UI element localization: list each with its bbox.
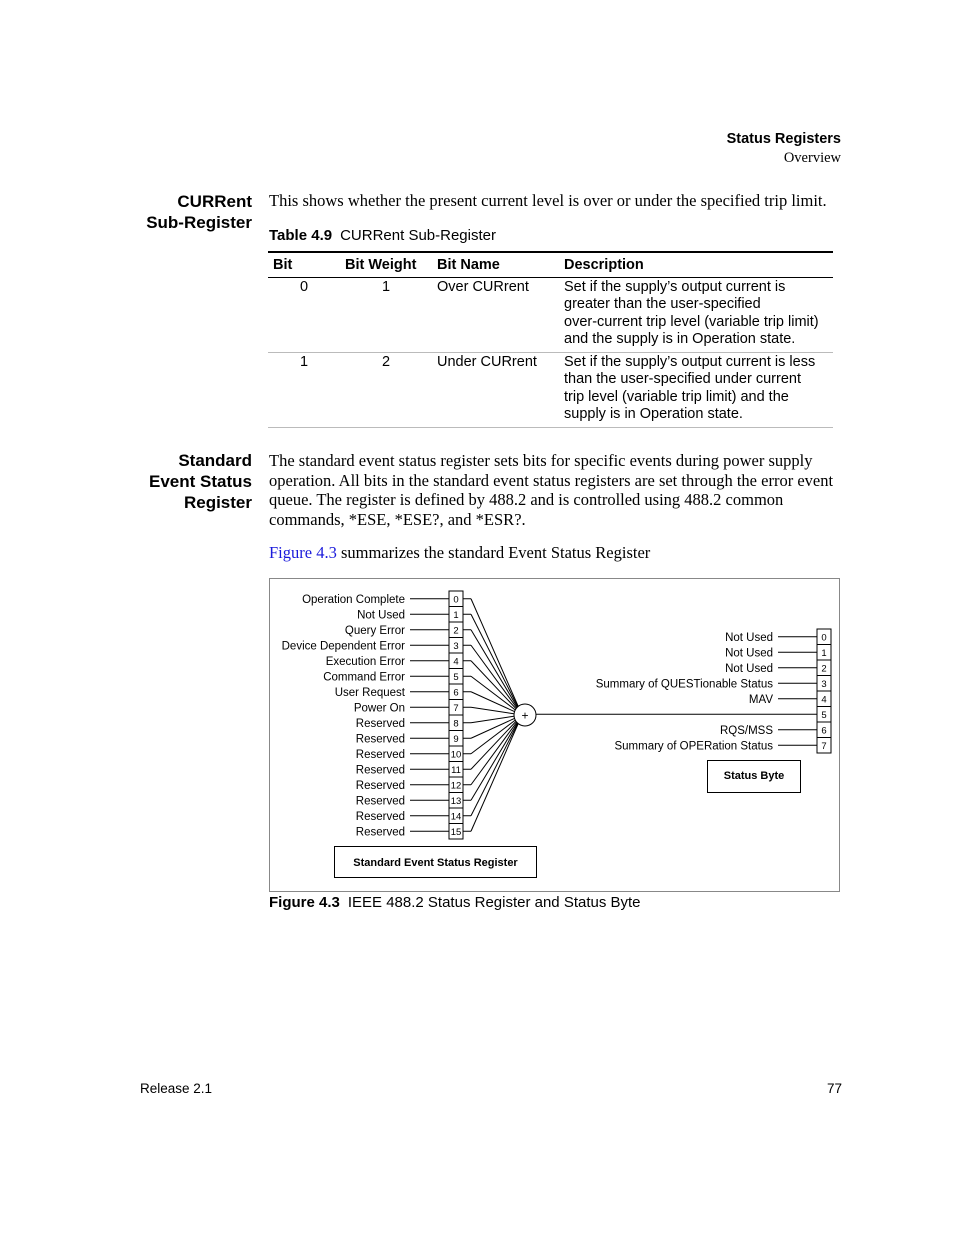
section-heading-current xyxy=(146,191,252,233)
ses-bit-number: 8 xyxy=(453,718,459,730)
figure-ref-text: summarizes the standard Event Status Register xyxy=(336,543,651,562)
sb-bit-label: Summary of OPERation Status xyxy=(614,740,773,753)
ses-fan-line xyxy=(471,715,522,816)
table-header-row xyxy=(268,252,833,278)
figure-link[interactable]: Figure 4.3 xyxy=(269,543,337,562)
sb-label-text: Status Byte xyxy=(723,770,785,782)
sb-bit-label: Not Used xyxy=(725,631,773,644)
ses-bit-number: 2 xyxy=(453,625,459,637)
sb-bit-number: 4 xyxy=(821,694,827,706)
ses-bit-number: 0 xyxy=(453,594,459,606)
heading-line: CURRent xyxy=(177,192,252,211)
sb-bit-label: Not Used xyxy=(725,662,773,675)
desc-line: Set if the supply’s output current is less xyxy=(564,354,816,371)
table-title: CURRent Sub-Register xyxy=(340,227,496,244)
ses-bit-number: 6 xyxy=(453,687,459,699)
sb-bit-label: RQS/MSS xyxy=(719,724,773,737)
cell-bit-name: Over CURrent xyxy=(432,278,559,353)
footer-page-number: 77 xyxy=(826,1081,842,1096)
ses-bit-label: User Request xyxy=(334,686,405,699)
desc-line: and the supply is in Operation state. xyxy=(564,330,796,347)
sb-bit-number: 7 xyxy=(821,740,827,752)
col-header-bit-name: Bit Name xyxy=(432,252,559,278)
sb-bit-label: Not Used xyxy=(725,647,773,660)
heading-line: Standard xyxy=(178,451,252,470)
ses-bit-number: 1 xyxy=(453,609,459,621)
cell-bit: 0 xyxy=(268,278,340,353)
ses-bit-number: 9 xyxy=(453,733,459,745)
ses-fan-line xyxy=(471,599,522,715)
sb-bit-number: 0 xyxy=(821,632,827,644)
ses-bit-number: 13 xyxy=(450,795,462,807)
ses-fan-line xyxy=(471,614,522,715)
table-row xyxy=(268,353,833,428)
cell-bit-weight: 1 xyxy=(340,278,432,353)
ses-bit-label: Not Used xyxy=(357,609,405,622)
para-line: commands, *ESE, *ESE?, and *ESR?. xyxy=(269,509,526,529)
desc-line: greater than the user-specified xyxy=(564,296,761,313)
desc-line: Set if the supply’s output current is xyxy=(564,279,786,295)
ses-bit-label: Reserved xyxy=(355,810,405,823)
ses-bit-label: Power On xyxy=(353,702,405,715)
running-header-title: Status Registers xyxy=(726,131,841,147)
ses-bit-number: 10 xyxy=(450,749,462,761)
cell-bit-weight: 2 xyxy=(340,353,432,428)
desc-line: than the user-specified under current xyxy=(564,371,801,388)
sb-bit-number: 2 xyxy=(821,663,827,675)
sb-bit-number: 5 xyxy=(821,709,827,721)
ses-bit-number: 5 xyxy=(453,671,459,683)
cell-description xyxy=(559,278,833,353)
sb-bit-number: 6 xyxy=(821,725,827,737)
ses-fan-line xyxy=(471,715,522,831)
ses-fan-line xyxy=(471,661,522,715)
sb-bit-number: 3 xyxy=(821,678,827,690)
ses-bit-number: 4 xyxy=(453,656,459,668)
ses-fan-line xyxy=(471,715,522,800)
desc-line: supply is in Operation state. xyxy=(564,406,743,423)
ses-bit-label: Execution Error xyxy=(325,655,405,668)
ses-bit-number: 3 xyxy=(453,640,459,652)
ses-bit-number: 7 xyxy=(453,702,459,714)
cell-bit-name: Under CURrent xyxy=(432,353,559,428)
sb-bit-number: 1 xyxy=(821,647,827,659)
ses-bit-label: Reserved xyxy=(355,733,405,746)
desc-line: trip level (variable trip limit) and the xyxy=(564,388,789,405)
figure-label: Figure 4.3 xyxy=(269,894,340,911)
ses-bit-label: Operation Complete xyxy=(302,593,405,606)
desc-line: over-current trip level (variable trip limit) xyxy=(564,313,819,330)
ses-bit-label: Reserved xyxy=(355,779,405,792)
figure-reference-sentence xyxy=(269,543,844,563)
current-paragraph: This shows whether the present current level is over or under the specified trip limit. xyxy=(269,191,827,210)
cell-bit: 1 xyxy=(268,353,340,428)
para-line: operation. All bits in the standard event status registers are set through the error event xyxy=(269,470,834,490)
sb-bit-label: MAV xyxy=(748,693,773,706)
ses-fan-line xyxy=(471,630,522,715)
figure-title: IEEE 488.2 Status Register and Status Byte xyxy=(347,894,641,911)
ses-bit-number: 14 xyxy=(450,811,462,823)
col-header-description: Description xyxy=(559,252,833,278)
para-line: queue. The register is defined by 488.2 and is controlled using 488.2 common xyxy=(269,490,784,509)
heading-line: Register xyxy=(183,493,252,512)
ses-bit-label: Reserved xyxy=(355,795,405,808)
ses-bit-label: Command Error xyxy=(323,671,405,684)
table-row xyxy=(268,278,833,353)
col-header-bit: Bit xyxy=(268,252,340,278)
ses-bit-label: Reserved xyxy=(355,826,405,839)
running-header-subtitle: Overview xyxy=(783,150,841,166)
ses-bit-label: Reserved xyxy=(355,764,405,777)
ses-bit-label: Reserved xyxy=(355,748,405,761)
table-label: Table 4.9 xyxy=(269,227,333,244)
section-heading-ses xyxy=(149,450,252,513)
table-caption xyxy=(269,227,496,244)
ses-bit-number: 12 xyxy=(450,780,462,792)
heading-line: Sub-Register xyxy=(146,213,252,232)
cell-description xyxy=(559,353,833,428)
current-subregister-table xyxy=(268,251,833,428)
ses-bit-number: 11 xyxy=(451,764,461,776)
para-line: The standard event status register sets bits for specific events during power supply xyxy=(269,451,813,470)
ses-bit-label: Reserved xyxy=(355,717,405,730)
ses-bit-label: Query Error xyxy=(344,624,405,637)
heading-line: Event Status xyxy=(149,472,252,491)
figure-frame xyxy=(269,578,840,892)
ses-paragraph xyxy=(269,451,849,529)
ses-fan-line xyxy=(471,715,522,769)
summation-symbol: + xyxy=(521,708,529,723)
sb-bit-label: Summary of QUESTionable Status xyxy=(595,678,773,691)
figure-caption xyxy=(269,894,641,911)
footer-release: Release 2.1 xyxy=(140,1081,213,1096)
col-header-bit-weight: Bit Weight xyxy=(340,252,432,278)
ses-label-text: Standard Event Status Register xyxy=(353,857,518,869)
ses-bit-label: Device Dependent Error xyxy=(281,640,405,653)
status-register-diagram xyxy=(270,579,841,893)
ses-bit-number: 15 xyxy=(450,826,462,838)
